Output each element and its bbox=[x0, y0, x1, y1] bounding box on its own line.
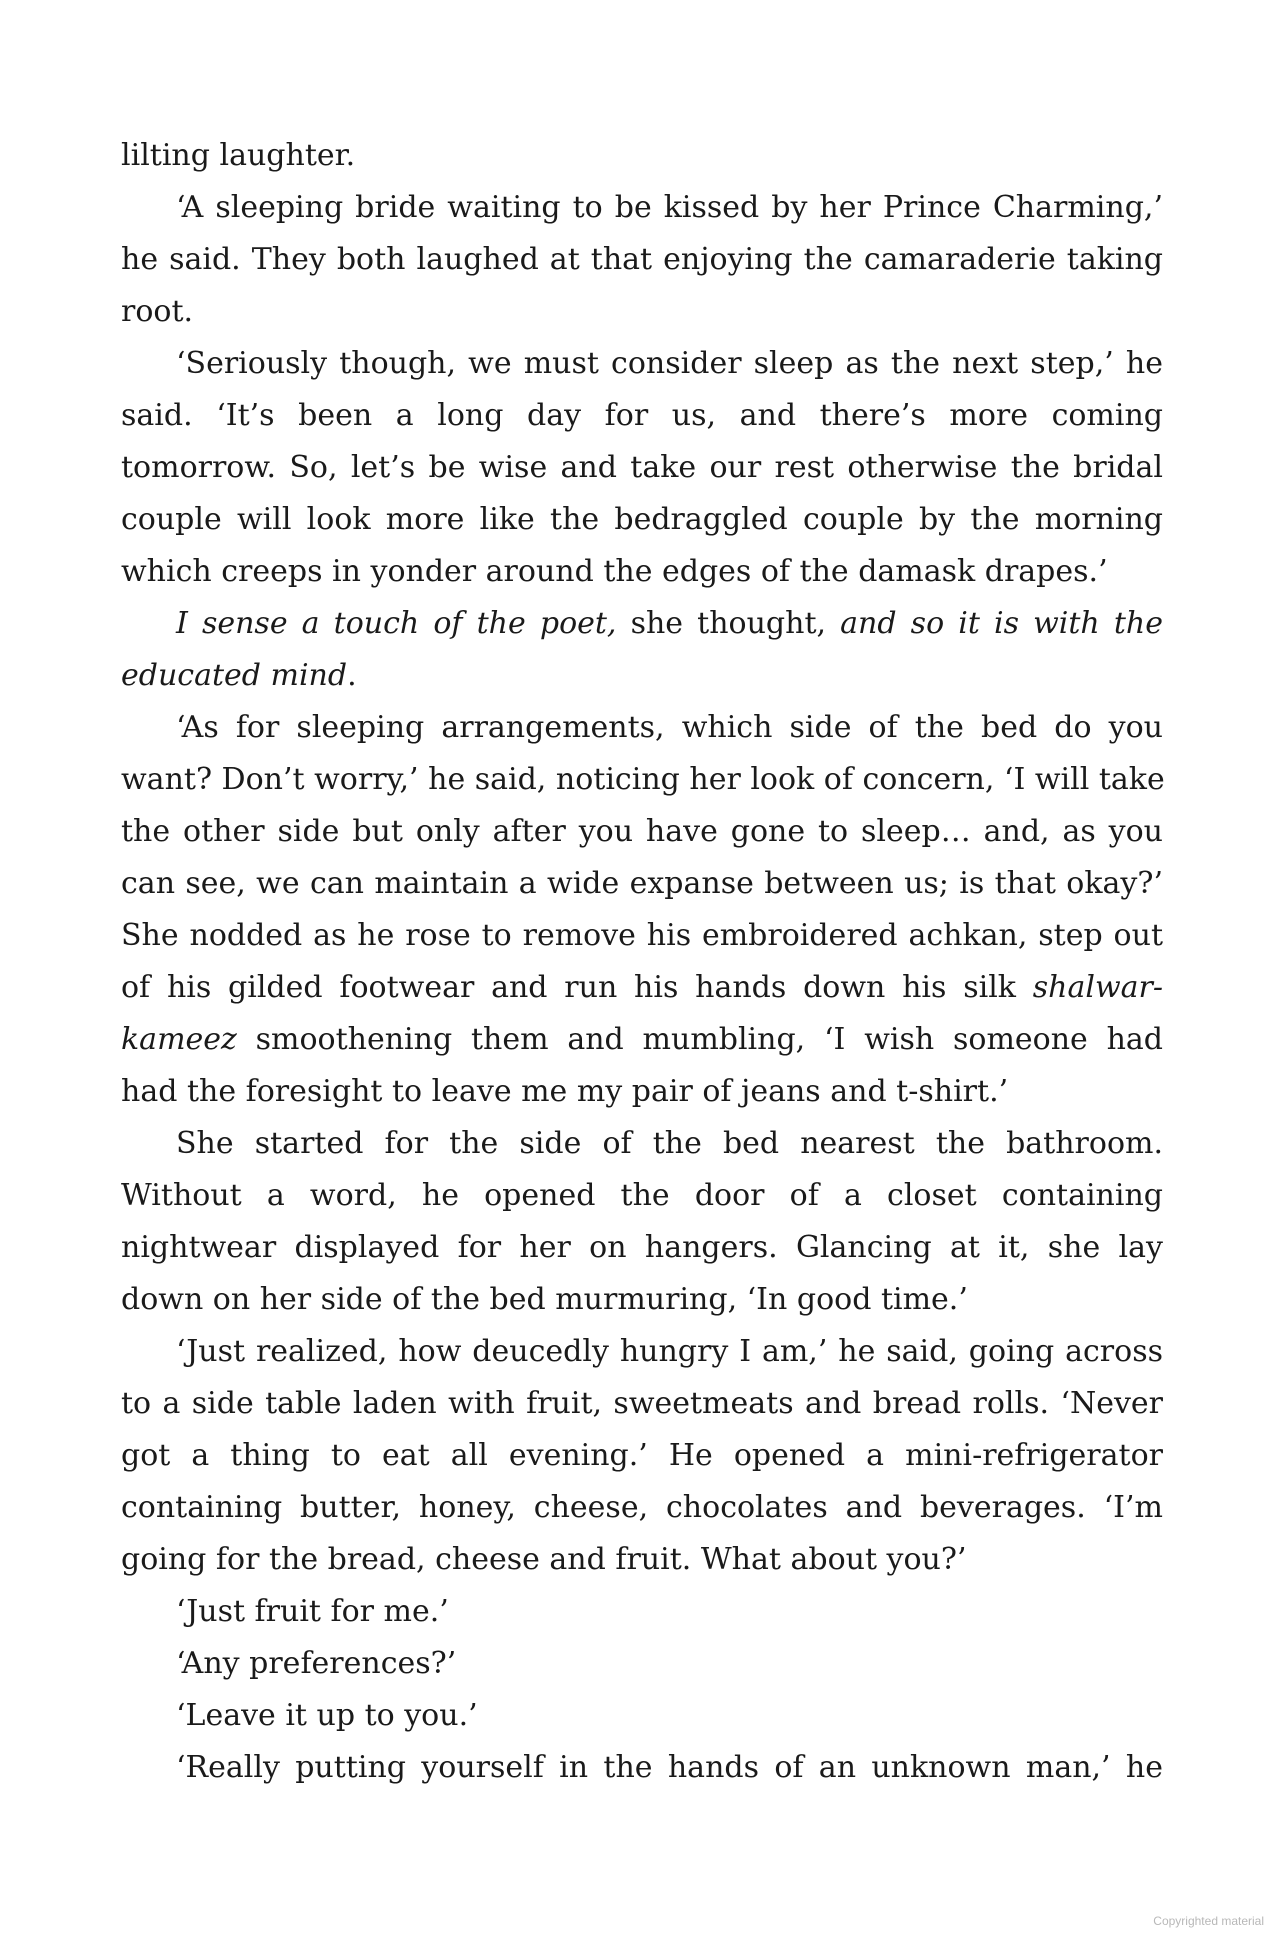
text-line: he said. They both laughed at that enjoying the camaraderie taking bbox=[121, 242, 1163, 277]
text-line: ‘Seriously though, we must consider sleep as the next step,’ he bbox=[176, 346, 1163, 381]
text-line: got a thing to eat all evening.’ He opened a mini-refrigerator bbox=[121, 1438, 1163, 1473]
italic-text: I sense a touch of the poet, bbox=[176, 606, 617, 641]
text-line: ‘Just realized, how deucedly hungry I am,’ he said, going across bbox=[176, 1334, 1163, 1369]
text-line: root. bbox=[121, 294, 194, 329]
text-line: had the foresight to leave me my pair of jeans and t-shirt.’ bbox=[121, 1074, 1009, 1109]
text-line: ‘Just fruit for me.’ bbox=[176, 1594, 449, 1629]
text-line: said. ‘It’s been a long day for us, and there’s more coming bbox=[121, 398, 1163, 433]
text-segment: smoothening them and mumbling, ‘I wish someone had bbox=[236, 1022, 1163, 1057]
italic-text: educated mind bbox=[121, 658, 348, 693]
italic-text: and so it is with the bbox=[840, 606, 1163, 641]
text-line: going for the bread, cheese and fruit. What about you?’ bbox=[121, 1542, 967, 1577]
text-line bbox=[121, 962, 1163, 1014]
text-line: ‘Leave it up to you.’ bbox=[176, 1698, 478, 1733]
text-segment: . bbox=[347, 658, 357, 693]
text-line: She started for the side of the bed nearest the bathroom. bbox=[176, 1126, 1163, 1161]
text-line: the other side but only after you have gone to sleep… and, as you bbox=[121, 814, 1163, 849]
text-segment: she thought, bbox=[616, 606, 841, 641]
text-segment: of his gilded footwear and run his hands down his silk bbox=[121, 970, 1033, 1005]
text-line bbox=[176, 598, 1163, 650]
text-line: Without a word, he opened the door of a closet containing bbox=[121, 1178, 1163, 1213]
text-line: ‘Really putting yourself in the hands of an unknown man,’ he bbox=[176, 1750, 1163, 1785]
text-line: nightwear displayed for her on hangers. Glancing at it, she lay bbox=[121, 1230, 1163, 1265]
text-line: down on her side of the bed murmuring, ‘In good time.’ bbox=[121, 1282, 968, 1317]
text-line: ‘Any preferences?’ bbox=[176, 1646, 457, 1681]
italic-text: shalwar- bbox=[1032, 970, 1163, 1005]
text-line: containing butter, honey, cheese, chocolates and beverages. ‘I’m bbox=[121, 1490, 1163, 1525]
text-line: lilting laughter. bbox=[121, 138, 356, 173]
text-line: ‘A sleeping bride waiting to be kissed by her Prince Charming,’ bbox=[176, 190, 1163, 225]
text-line: She nodded as he rose to remove his embroidered achkan, step out bbox=[121, 918, 1163, 953]
text-line: couple will look more like the bedraggled couple by the morning bbox=[121, 502, 1163, 537]
text-line: ‘As for sleeping arrangements, which side of the bed do you bbox=[176, 710, 1163, 745]
text-line bbox=[121, 1014, 1163, 1066]
text-line bbox=[121, 650, 1163, 702]
copyright-notice: Copyrighted material bbox=[1153, 1914, 1264, 1928]
italic-text: kameez bbox=[121, 1022, 237, 1057]
text-line: tomorrow. So, let’s be wise and take our rest otherwise the bridal bbox=[121, 450, 1163, 485]
text-line: to a side table laden with fruit, sweetmeats and bread rolls. ‘Never bbox=[121, 1386, 1163, 1421]
text-line: want? Don’t worry,’ he said, noticing her look of concern, ‘I will take bbox=[121, 762, 1165, 797]
text-line: can see, we can maintain a wide expanse between us; is that okay?’ bbox=[121, 866, 1163, 901]
text-line: which creeps in yonder around the edges of the damask drapes.’ bbox=[121, 554, 1108, 589]
